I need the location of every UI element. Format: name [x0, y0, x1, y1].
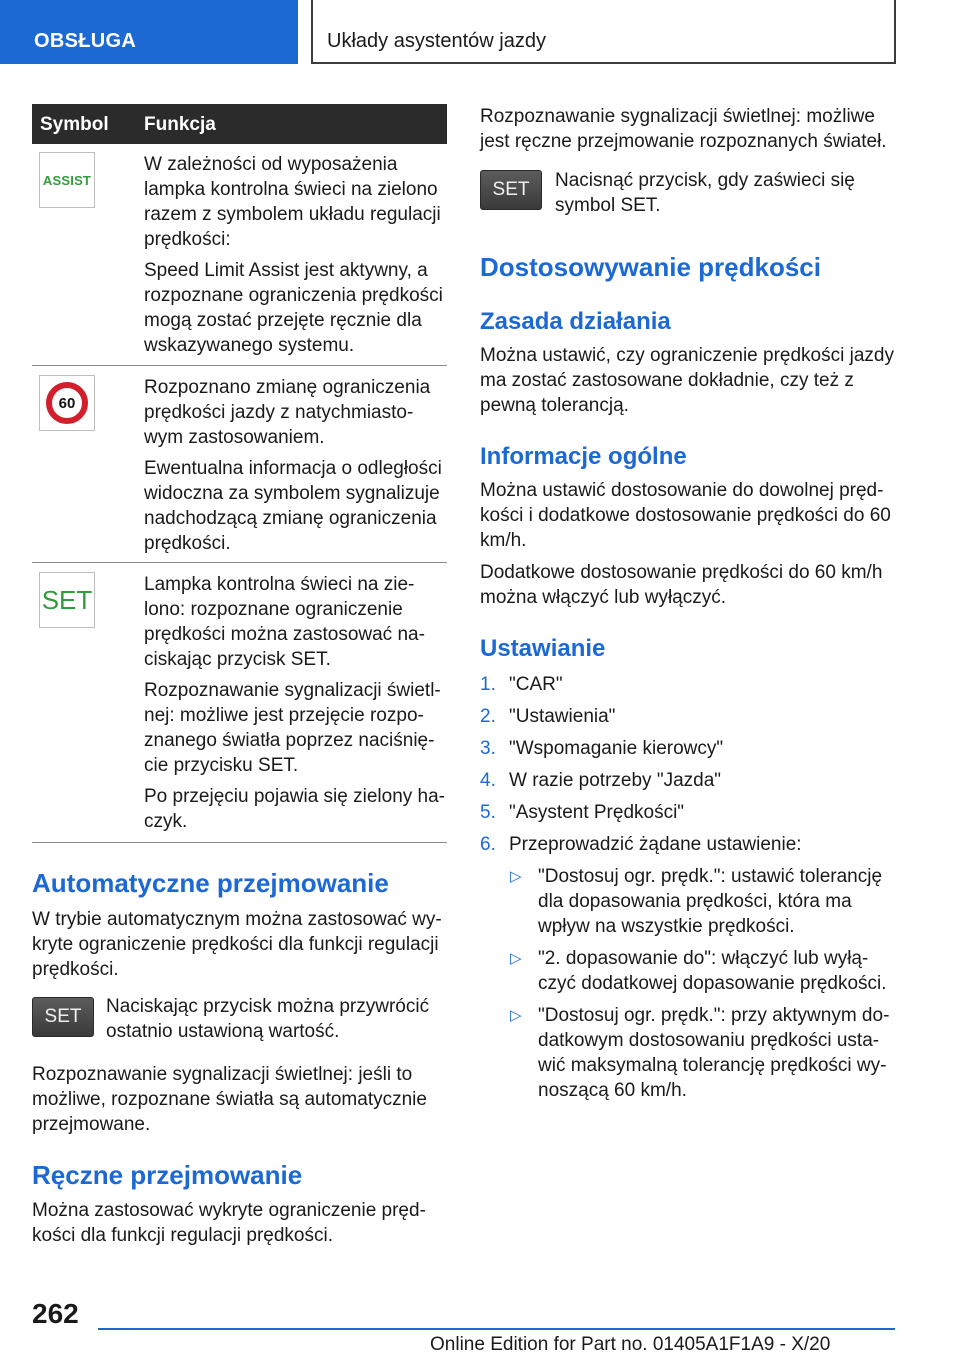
column-header-symbol: Symbol: [40, 114, 109, 135]
assist-indicator-icon: ASSIST: [39, 152, 95, 208]
heading-principle: Zasada działania: [480, 308, 671, 335]
set-button-icon: SET: [32, 997, 94, 1037]
table-row: [32, 144, 447, 366]
list-item: 3. "Wspomaganie kierowcy": [480, 738, 724, 759]
heading-general-info: Informacje ogólne: [480, 443, 687, 470]
table-cell-function: [144, 563, 447, 834]
sub-list-item: ▷ "Dostosuj ogr. prędk.": ustawić tolerancję dla dopasowania prędkości, która ma wpływ na wszystkie prędkości.: [510, 866, 883, 937]
paragraph-lights-auto: Rozpoznawanie sygnalizacji świetlnej: jeśli to możliwe, rozpoznane światła są automatycznie przejmowane.: [32, 1064, 427, 1135]
paragraph-general-1: Można ustawić dostosowanie do dowolnej pręd-kości i dodatkowe dostosowanie prędkości do 60 km/h.: [480, 480, 891, 551]
steps-list: [480, 672, 900, 1110]
heading-speed-adjustment: Dostosowywanie prędkości: [480, 252, 821, 282]
heading-automatic-takeover: Automatyczne przejmowanie: [32, 868, 389, 898]
table-cell-text: Ewentualna informacja o odległości widoczna za symbolem sygnalizuje nadchodzącą zmianę ograniczenia prędkości.: [144, 458, 442, 554]
list-item: 5. "Asystent Prędkości": [480, 802, 685, 823]
footer-edition: Online Edition for Part no. 01405A1F1A9 - X/20: [430, 1334, 831, 1355]
triangle-bullet-icon: ▷: [510, 950, 522, 967]
paragraph-principle: Można ustawić, czy ograniczenie prędkości jazdy ma zostać zastosowane dokładnie, czy też z pewną tolerancją.: [480, 345, 894, 416]
section-title: OBSŁUGA: [34, 30, 137, 52]
section-tab: [0, 0, 298, 64]
list-item: 6. Przeprowadzić żądane ustawienie:: [480, 834, 802, 855]
triangle-bullet-icon: ▷: [510, 868, 522, 885]
sub-list-item: ▷ "2. dopasowanie do": włączyć lub wyłą-czyć dodatkowej dopasowanie prędkości.: [510, 948, 887, 994]
list-item: 4. W razie potrzeby "Jazda": [480, 770, 722, 791]
paragraph-general-2: Dodatkowe dostosowanie prędkości do 60 km/h można włączyć lub wyłączyć.: [480, 562, 883, 608]
table-cell-text: W zależności od wyposażenia lampka kontrolna świeci na zielono razem z symbolem układu regulacji prędkości:: [144, 154, 441, 250]
column-header-function: Funkcja: [144, 114, 216, 135]
chapter-tab: [311, 0, 896, 64]
table-row: [32, 563, 447, 843]
table-header: [32, 104, 447, 144]
paragraph-set-press: Nacisnąć przycisk, gdy zaświeci się symbol SET.: [555, 170, 855, 216]
table-cell-text: Speed Limit Assist jest aktywny, a rozpoznane ograniczenia prędkości mogą zostać przejęte ręcznie dla wskazywanego systemu.: [144, 260, 443, 356]
paragraph-automatic: W trybie automatycznym można zastosować wy-kryte ograniczenie prędkości dla funkcji regulacji prędkości.: [32, 909, 442, 980]
footer-divider: [98, 1328, 895, 1330]
sub-list-item: ▷ "Dostosuj ogr. prędk.": przy aktywnym do-datkowym dostosowaniu prędkości usta-wić maksymalną tolerancję prędkości wy-noszącą 60 km/h.: [510, 1005, 890, 1101]
paragraph-set-restore: Naciskając przycisk można przywrócić ostatnio ustawioną wartość.: [106, 996, 430, 1042]
table-cell-text: Rozpoznawanie sygnalizacji świetl-nej: możliwe jest przejęcie rozpo-znanego światła poprzez naciśnię-cie przycisku SET.: [144, 680, 441, 776]
heading-manual-takeover: Ręczne przejmowanie: [32, 1160, 303, 1190]
set-indicator-icon: SET: [39, 572, 95, 628]
table-cell-text: Rozpoznano zmianę ograniczenia prędkości jazdy z natychmiasto-wym zastosowaniem.: [144, 377, 431, 448]
triangle-bullet-icon: ▷: [510, 1007, 522, 1024]
list-item: 1. "CAR": [480, 674, 563, 695]
chapter-title: Układy asystentów jazdy: [327, 30, 546, 52]
speed-limit-60-icon: 60: [39, 375, 95, 431]
page-number: 262: [32, 1298, 79, 1329]
paragraph-manual: Można zastosować wykryte ograniczenie pręd-kości dla funkcji regulacji prędkości.: [32, 1200, 426, 1246]
symbol-table: [32, 104, 447, 843]
paragraph-lights-manual: Rozpoznawanie sygnalizacji świetlnej: możliwe jest ręczne przejmowanie rozpoznanych świateł.: [480, 106, 887, 152]
table-cell-text: Lampka kontrolna świeci na zie-lono: rozpoznane ograniczenie prędkości można zastosować na-ciskając przycisk SET.: [144, 574, 425, 670]
table-cell-function: [144, 144, 447, 358]
table-cell-function: [144, 366, 447, 556]
table-cell-text: Po przejęciu pojawia się zielony ha-czyk.: [144, 786, 445, 832]
heading-setting: Ustawianie: [480, 635, 606, 662]
table-row: [32, 366, 447, 563]
set-button-icon: SET: [480, 170, 542, 210]
list-item: 2. "Ustawienia": [480, 706, 616, 727]
